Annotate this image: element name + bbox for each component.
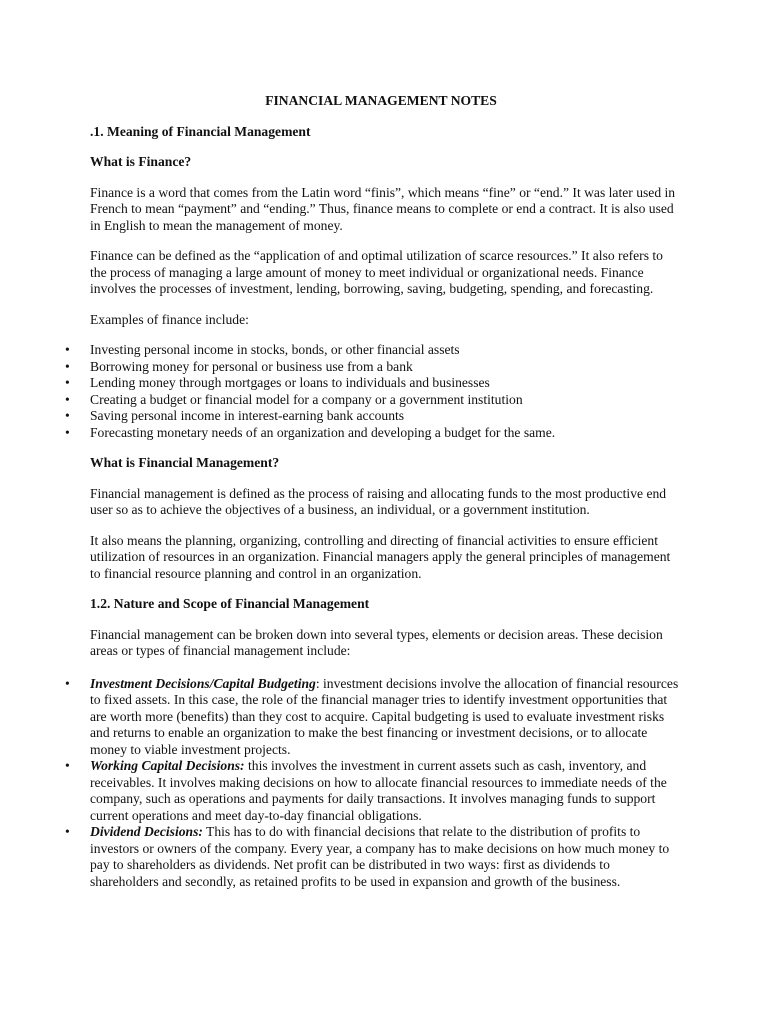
decision-areas-list	[65, 675, 680, 891]
section-heading-nature-scope: 1.2. Nature and Scope of Financial Management	[90, 596, 370, 611]
list-item	[65, 391, 680, 409]
decision-term: Investment Decisions/Capital Budgeting	[90, 675, 316, 691]
section-heading-meaning: .1. Meaning of Financial Management	[90, 123, 311, 139]
bullet-icon: •	[65, 424, 70, 440]
list-item-text: Lending money through mortgages or loans to individuals and businesses	[90, 375, 490, 390]
list-item	[65, 408, 680, 425]
paragraph-fm-definition: Financial management is defined as the process of raising and allocating funds to the most productive end user so as to achieve the objectives of a business, an individual, or a government institution.	[90, 485, 667, 517]
list-item-text: Investing personal income in stocks, bonds, or other financial assets	[90, 342, 460, 357]
list-item-text: Borrowing money for personal or business use from a bank	[90, 358, 413, 374]
decision-text: This has to do with financial decisions that relate to the distribution of profits to investors or owners of the company. Every year, a company has to make decisions on how much money to pay to shareholders as dividends. Net profit can be distributed in two ways: first as dividends to shareholders and secondly, as retained profits to be used in expansion and growth of the business.	[90, 824, 670, 889]
bullet-icon: •	[65, 408, 70, 423]
decision-text: this involves the investment in current assets such as cash, inventory, and receivables. It involves making decisions on how to allocate financial resources to immediate needs of the company, such as operations and payments for daily transactions. It involves managing funds to support current operations and meet day-to-day financial obligations.	[90, 758, 667, 823]
paragraph-fm-planning: It also means the planning, organizing, controlling and directing of financial activities to ensure efficient utilization of resources in an organization. Financial managers apply the general principles of management to financial resource planning and control in an organization.	[90, 532, 671, 581]
bullet-icon: •	[65, 375, 70, 390]
bullet-icon: •	[65, 391, 70, 407]
paragraph-finance-origin: Finance is a word that comes from the Latin word “finis”, which means “fine” or “end.” It was later used in French to mean “payment” and “ending.” Thus, finance means to complete or end a contract. It is also used in English to mean the management of money.	[90, 184, 676, 233]
subheading-what-is-financial-management: What is Financial Management?	[90, 455, 280, 470]
list-item	[65, 424, 680, 442]
bullet-icon: •	[65, 358, 70, 374]
finance-examples-list	[65, 342, 680, 441]
list-item-text: Creating a budget or financial model for a company or a government institution	[90, 391, 523, 407]
paragraph-decision-areas-intro: Financial management can be broken down into several types, elements or decision areas. These decision areas or types of financial management include:	[90, 626, 663, 658]
bullet-icon: •	[65, 758, 70, 773]
document-title: FINANCIAL MANAGEMENT NOTES	[265, 93, 497, 108]
paragraph-finance-definition: Finance can be defined as the “application of and optimal utilization of scarce resources.” It also refers to the process of managing a large amount of money to meet individual or organizational needs. Finance involves the processes of investment, lending, borrowing, saving, budgeting, spending, and forecasting.	[90, 248, 663, 296]
subheading-what-is-finance: What is Finance?	[90, 154, 192, 169]
list-item	[65, 824, 680, 890]
decision-text: : investment decisions involve the allocation of financial resources to fixed assets. In this case, the role of the financial manager tries to identify investment opportunities that are worth more (benefits) than they cost to acquire. Capital budgeting is used to evaluate investment risks and returns to enable an organization to make the best financing or investment decisions, or to allocate money to viable investment projects.	[90, 675, 679, 757]
list-item	[65, 758, 680, 824]
decision-term: Working Capital Decisions:	[90, 758, 245, 773]
list-item-text: Saving personal income in interest-earning bank accounts	[90, 408, 405, 423]
bullet-icon: •	[65, 342, 70, 357]
document-body	[65, 93, 680, 904]
bullet-icon: •	[65, 824, 70, 839]
list-item	[65, 358, 680, 376]
list-item	[65, 675, 680, 759]
paragraph-examples-intro: Examples of finance include:	[90, 311, 249, 327]
list-item	[65, 375, 680, 392]
decision-term: Dividend Decisions:	[90, 824, 203, 839]
list-item-text: Forecasting monetary needs of an organization and developing a budget for the same.	[90, 424, 556, 440]
bullet-icon: •	[65, 675, 70, 691]
list-item	[65, 342, 680, 359]
